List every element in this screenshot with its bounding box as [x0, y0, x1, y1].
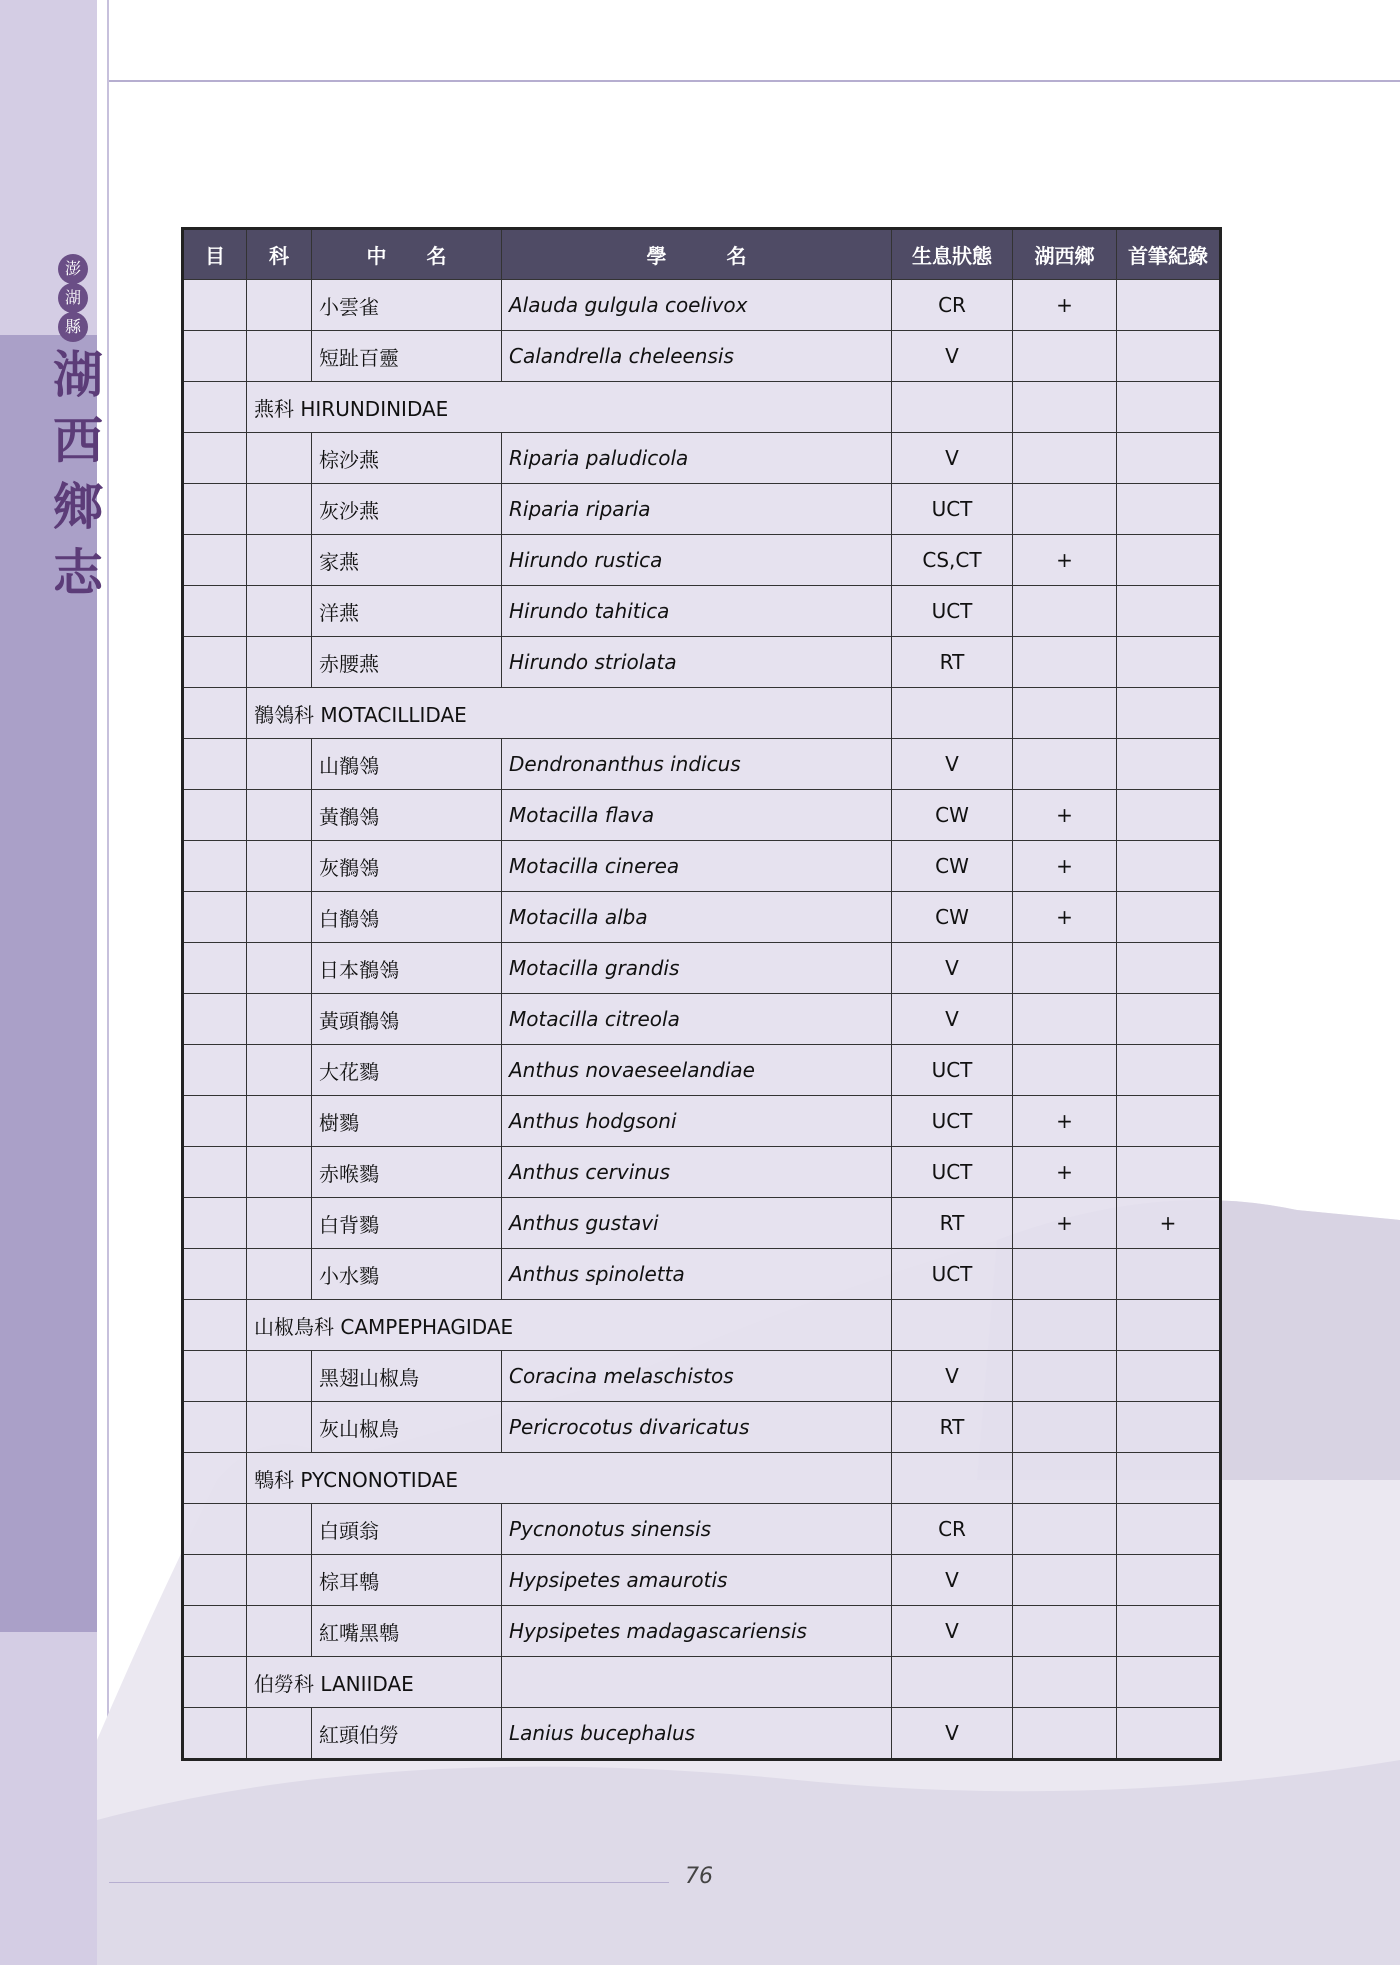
first-record-mark [1117, 1147, 1221, 1198]
species-row [183, 1555, 1221, 1606]
col-header-huxi: 湖西鄉 [1013, 229, 1117, 280]
title-char: 湖 [53, 345, 103, 404]
huxi-mark [1013, 637, 1117, 688]
chinese-name: 洋燕 [312, 586, 502, 637]
title-char: 鄉 [53, 477, 103, 536]
title-char: 西 [53, 411, 103, 470]
huxi-mark [1013, 1555, 1117, 1606]
huxi-mark [1013, 1402, 1117, 1453]
chinese-name: 棕沙燕 [312, 433, 502, 484]
family-cell [247, 433, 312, 484]
status: UCT [892, 1045, 1013, 1096]
family-cell [247, 1096, 312, 1147]
family-label: 山椒鳥科 CAMPEPHAGIDAE [247, 1300, 892, 1351]
first-record-mark: + [1117, 1198, 1221, 1249]
family-cell [247, 1249, 312, 1300]
huxi-cell [1013, 1453, 1117, 1504]
huxi-mark: + [1013, 1096, 1117, 1147]
order-cell [183, 1147, 247, 1198]
first-record-mark [1117, 1096, 1221, 1147]
family-cell [247, 1504, 312, 1555]
header-rule [109, 80, 1400, 82]
order-cell [183, 1606, 247, 1657]
order-cell [183, 892, 247, 943]
order-cell [183, 586, 247, 637]
first-record-mark [1117, 1402, 1221, 1453]
huxi-mark: + [1013, 535, 1117, 586]
species-row [183, 637, 1221, 688]
status: CS,CT [892, 535, 1013, 586]
family-cell [247, 535, 312, 586]
order-cell [183, 331, 247, 382]
scientific-name: Pycnonotus sinensis [502, 1504, 892, 1555]
scientific-name: Lanius bucephalus [502, 1708, 892, 1760]
status: CR [892, 1504, 1013, 1555]
species-row [183, 1198, 1221, 1249]
county-seal-char-3: 縣 [58, 312, 88, 342]
chinese-name: 家燕 [312, 535, 502, 586]
first-record-mark [1117, 1249, 1221, 1300]
species-row [183, 484, 1221, 535]
scientific-name: Motacilla flava [502, 790, 892, 841]
status: CR [892, 280, 1013, 331]
sidebar-bottom-band [0, 1632, 97, 1965]
order-cell [183, 994, 247, 1045]
col-header-chinese-name: 中 名 [312, 229, 502, 280]
huxi-mark [1013, 1708, 1117, 1760]
family-label: 鵯科 PYCNONOTIDAE [247, 1453, 892, 1504]
family-cell [247, 1198, 312, 1249]
order-cell [183, 1657, 247, 1708]
first-record-cell [1117, 1453, 1221, 1504]
order-cell [183, 1453, 247, 1504]
species-row [183, 892, 1221, 943]
family-cell [247, 790, 312, 841]
order-cell [183, 1708, 247, 1760]
first-record-mark [1117, 943, 1221, 994]
status: V [892, 433, 1013, 484]
family-row [183, 688, 1221, 739]
huxi-mark: + [1013, 1198, 1117, 1249]
first-record-mark [1117, 1504, 1221, 1555]
family-cell [247, 943, 312, 994]
family-row [183, 1657, 1221, 1708]
order-cell [183, 1198, 247, 1249]
col-header-scientific-name: 學 名 [502, 229, 892, 280]
family-row [183, 1453, 1221, 1504]
family-cell [247, 994, 312, 1045]
family-label: 燕科 HIRUNDINIDAE [247, 382, 892, 433]
family-cell [247, 892, 312, 943]
status: CW [892, 790, 1013, 841]
scientific-name: Hirundo rustica [502, 535, 892, 586]
family-cell [247, 1402, 312, 1453]
species-row [183, 1504, 1221, 1555]
huxi-mark [1013, 331, 1117, 382]
first-record-mark [1117, 331, 1221, 382]
first-record-mark [1117, 586, 1221, 637]
first-record-mark [1117, 1606, 1221, 1657]
huxi-mark: + [1013, 841, 1117, 892]
order-cell [183, 943, 247, 994]
status: V [892, 1606, 1013, 1657]
huxi-mark [1013, 1045, 1117, 1096]
book-title-vertical [48, 342, 108, 606]
status: V [892, 994, 1013, 1045]
huxi-mark [1013, 586, 1117, 637]
scientific-name: Hypsipetes amaurotis [502, 1555, 892, 1606]
status: V [892, 739, 1013, 790]
family-cell [247, 841, 312, 892]
col-header-status: 生息狀態 [892, 229, 1013, 280]
family-cell [247, 331, 312, 382]
status: V [892, 1708, 1013, 1760]
chinese-name: 赤腰燕 [312, 637, 502, 688]
scientific-name: Alauda gulgula coelivox [502, 280, 892, 331]
huxi-mark [1013, 739, 1117, 790]
status: V [892, 1351, 1013, 1402]
first-record-mark [1117, 280, 1221, 331]
huxi-mark [1013, 1606, 1117, 1657]
order-cell [183, 1504, 247, 1555]
family-row [183, 1300, 1221, 1351]
first-record-mark [1117, 1555, 1221, 1606]
status-cell [892, 688, 1013, 739]
chinese-name: 黃鶺鴒 [312, 790, 502, 841]
first-record-mark [1117, 433, 1221, 484]
huxi-mark: + [1013, 790, 1117, 841]
family-row [183, 382, 1221, 433]
species-row [183, 433, 1221, 484]
huxi-mark [1013, 994, 1117, 1045]
status: UCT [892, 1249, 1013, 1300]
footer-rule [109, 1882, 669, 1883]
page-number: 76 [685, 1864, 713, 1889]
huxi-mark [1013, 484, 1117, 535]
scientific-name: Motacilla citreola [502, 994, 892, 1045]
chinese-name: 紅嘴黑鵯 [312, 1606, 502, 1657]
huxi-mark [1013, 1249, 1117, 1300]
scientific-name: Anthus cervinus [502, 1147, 892, 1198]
order-cell [183, 535, 247, 586]
chinese-name: 灰山椒鳥 [312, 1402, 502, 1453]
chinese-name: 棕耳鵯 [312, 1555, 502, 1606]
first-record-cell [1117, 1300, 1221, 1351]
huxi-cell [1013, 688, 1117, 739]
family-label: 鶺鴒科 MOTACILLIDAE [247, 688, 892, 739]
huxi-mark [1013, 943, 1117, 994]
scientific-name: Motacilla cinerea [502, 841, 892, 892]
order-cell [183, 280, 247, 331]
status: V [892, 1555, 1013, 1606]
chinese-name: 灰鶺鴒 [312, 841, 502, 892]
family-cell [247, 586, 312, 637]
chinese-name: 白背鷚 [312, 1198, 502, 1249]
huxi-cell [1013, 1657, 1117, 1708]
status-cell [892, 1453, 1013, 1504]
huxi-cell [1013, 1300, 1117, 1351]
huxi-mark: + [1013, 892, 1117, 943]
order-cell [183, 841, 247, 892]
species-row [183, 739, 1221, 790]
status: UCT [892, 1147, 1013, 1198]
scientific-name: Coracina melaschistos [502, 1351, 892, 1402]
species-row [183, 1606, 1221, 1657]
family-cell [247, 484, 312, 535]
first-record-cell [1117, 688, 1221, 739]
scientific-name: Motacilla grandis [502, 943, 892, 994]
status: V [892, 943, 1013, 994]
first-record-mark [1117, 790, 1221, 841]
col-header-family: 科 [247, 229, 312, 280]
species-row [183, 1249, 1221, 1300]
species-row [183, 1096, 1221, 1147]
order-cell [183, 1300, 247, 1351]
chinese-name: 小雲雀 [312, 280, 502, 331]
species-row [183, 1402, 1221, 1453]
title-char: 志 [53, 543, 103, 602]
order-cell [183, 1045, 247, 1096]
order-cell [183, 484, 247, 535]
species-row [183, 1147, 1221, 1198]
first-record-mark [1117, 535, 1221, 586]
county-seal-char-2: 湖 [58, 283, 88, 313]
first-record-cell [1117, 382, 1221, 433]
order-cell [183, 637, 247, 688]
scientific-name: Hirundo tahitica [502, 586, 892, 637]
first-record-mark [1117, 1351, 1221, 1402]
chinese-name: 白頭翁 [312, 1504, 502, 1555]
family-cell [247, 1045, 312, 1096]
status: V [892, 331, 1013, 382]
species-row [183, 994, 1221, 1045]
sidebar-top-band [0, 0, 97, 335]
scientific-name: Anthus novaeseelandiae [502, 1045, 892, 1096]
family-cell [247, 1555, 312, 1606]
scientific-name: Riparia paludicola [502, 433, 892, 484]
order-cell [183, 1249, 247, 1300]
status-cell [892, 382, 1013, 433]
order-cell [183, 1096, 247, 1147]
species-row [183, 535, 1221, 586]
order-cell [183, 1555, 247, 1606]
huxi-cell [1013, 382, 1117, 433]
order-cell [183, 739, 247, 790]
status: UCT [892, 1096, 1013, 1147]
chinese-name: 白鶺鴒 [312, 892, 502, 943]
huxi-mark: + [1013, 1147, 1117, 1198]
species-row [183, 790, 1221, 841]
first-record-mark [1117, 892, 1221, 943]
order-cell [183, 382, 247, 433]
table-header-row [183, 229, 1221, 280]
chinese-name: 紅頭伯勞 [312, 1708, 502, 1760]
family-cell [247, 637, 312, 688]
status: RT [892, 1402, 1013, 1453]
species-row [183, 1351, 1221, 1402]
first-record-mark [1117, 484, 1221, 535]
species-row [183, 586, 1221, 637]
chinese-name: 樹鷚 [312, 1096, 502, 1147]
chinese-name: 灰沙燕 [312, 484, 502, 535]
county-seal-char-1: 澎 [58, 254, 88, 284]
family-cell [247, 1351, 312, 1402]
family-cell [247, 1147, 312, 1198]
status: RT [892, 1198, 1013, 1249]
scientific-name: Hirundo striolata [502, 637, 892, 688]
family-cell [247, 1708, 312, 1760]
family-cell [247, 739, 312, 790]
huxi-mark [1013, 1504, 1117, 1555]
order-cell [183, 1351, 247, 1402]
first-record-mark [1117, 739, 1221, 790]
order-cell [183, 790, 247, 841]
species-row [183, 841, 1221, 892]
huxi-mark [1013, 1351, 1117, 1402]
family-cell [247, 1606, 312, 1657]
status: RT [892, 637, 1013, 688]
scientific-name: Anthus hodgsoni [502, 1096, 892, 1147]
order-cell [183, 433, 247, 484]
chinese-name: 大花鷚 [312, 1045, 502, 1096]
species-row [183, 1708, 1221, 1760]
scientific-name: Riparia riparia [502, 484, 892, 535]
scientific-name: Anthus spinoletta [502, 1249, 892, 1300]
status: UCT [892, 586, 1013, 637]
species-row [183, 280, 1221, 331]
first-record-mark [1117, 1045, 1221, 1096]
family-cell [247, 280, 312, 331]
species-row [183, 1045, 1221, 1096]
col-header-first-record: 首筆紀錄 [1117, 229, 1221, 280]
order-cell [183, 688, 247, 739]
col-header-order: 目 [183, 229, 247, 280]
huxi-mark: + [1013, 280, 1117, 331]
first-record-mark [1117, 994, 1221, 1045]
status: CW [892, 841, 1013, 892]
species-row [183, 943, 1221, 994]
status: CW [892, 892, 1013, 943]
chinese-name: 日本鶺鴒 [312, 943, 502, 994]
first-record-mark [1117, 637, 1221, 688]
first-record-mark [1117, 1708, 1221, 1760]
scientific-name: Pericrocotus divaricatus [502, 1402, 892, 1453]
family-label: 伯勞科 LANIIDAE [247, 1657, 502, 1708]
status-cell [892, 1657, 1013, 1708]
scientific-name: Hypsipetes madagascariensis [502, 1606, 892, 1657]
order-cell [183, 1402, 247, 1453]
first-record-cell [1117, 1657, 1221, 1708]
chinese-name: 赤喉鷚 [312, 1147, 502, 1198]
chinese-name: 黑翅山椒鳥 [312, 1351, 502, 1402]
scientific-name: Dendronanthus indicus [502, 739, 892, 790]
huxi-mark [1013, 433, 1117, 484]
chinese-name: 黃頭鶺鴒 [312, 994, 502, 1045]
scientific-name: Anthus gustavi [502, 1198, 892, 1249]
species-row [183, 331, 1221, 382]
scientific-name: Calandrella cheleensis [502, 331, 892, 382]
chinese-name: 山鶺鴒 [312, 739, 502, 790]
first-record-mark [1117, 841, 1221, 892]
chinese-name: 小水鷚 [312, 1249, 502, 1300]
bird-species-table [181, 227, 1222, 1761]
status: UCT [892, 484, 1013, 535]
empty-cell [502, 1657, 892, 1708]
chinese-name: 短趾百靈 [312, 331, 502, 382]
scientific-name: Motacilla alba [502, 892, 892, 943]
status-cell [892, 1300, 1013, 1351]
